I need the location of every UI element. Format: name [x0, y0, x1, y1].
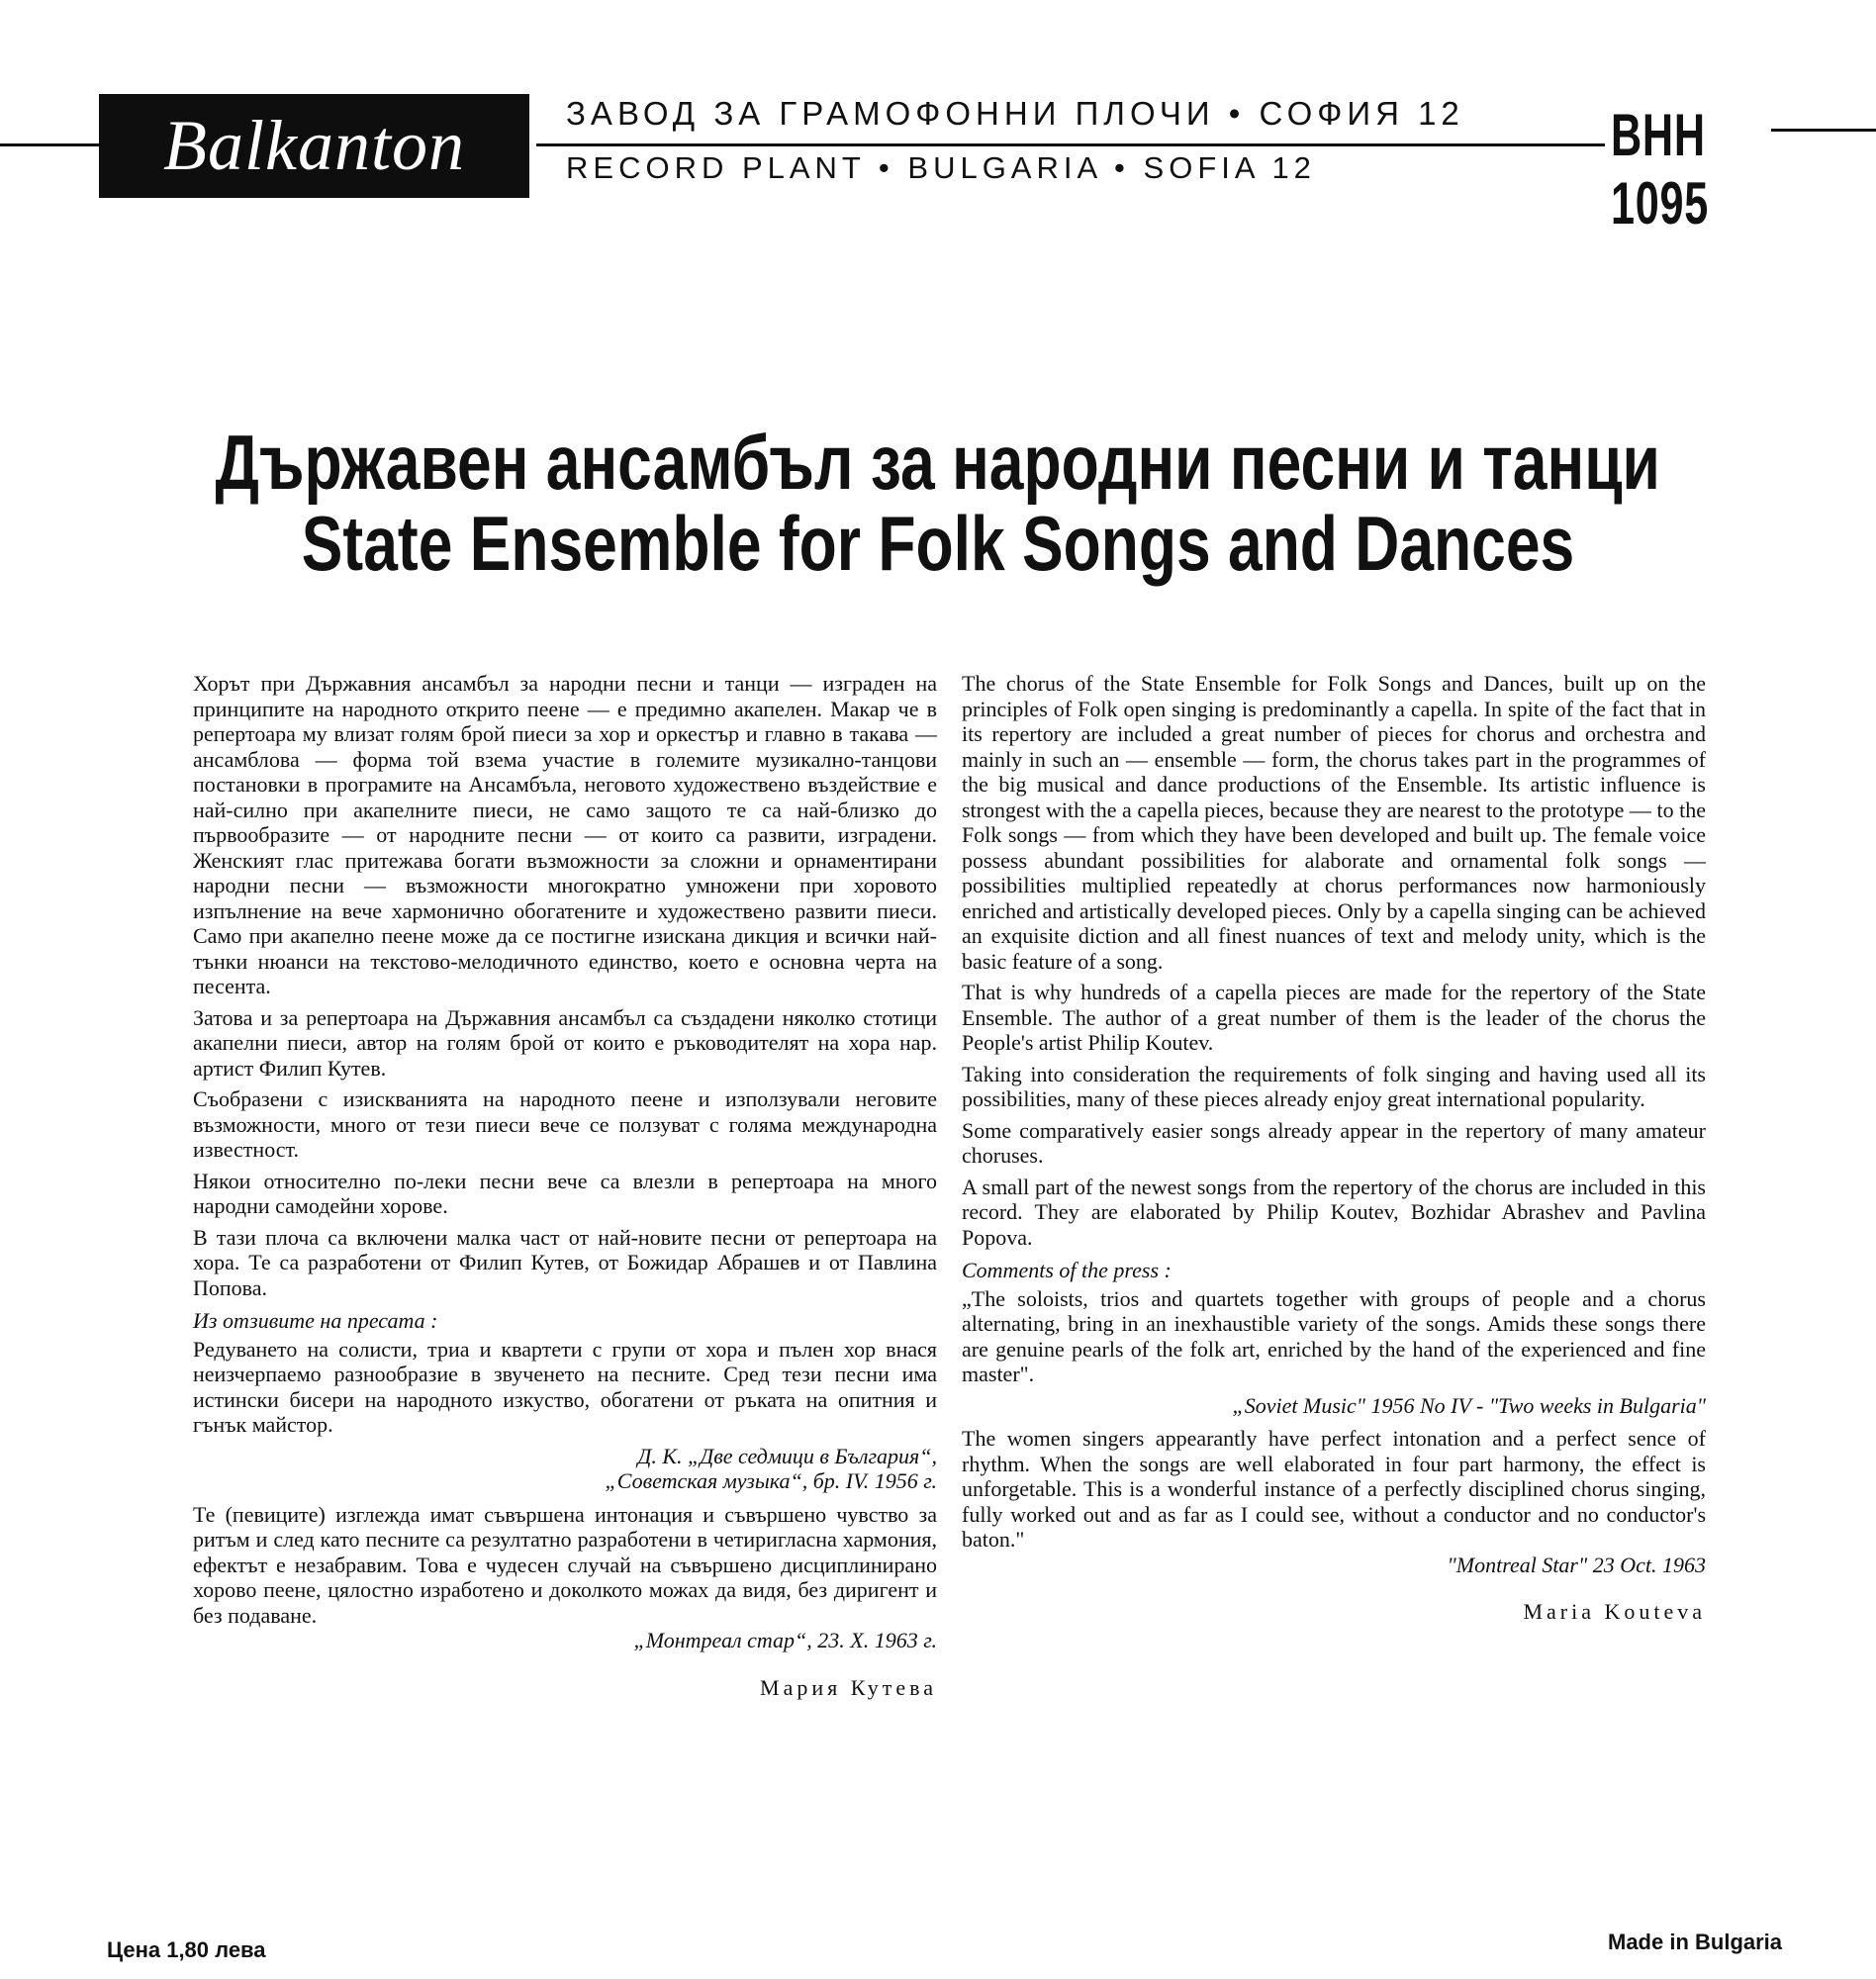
press-citation: "Montreal Star" 23 Oct. 1963	[1447, 1552, 1706, 1577]
plant-name-english: RECORD PLANT • BULGARIA • SOFIA 12	[566, 150, 1316, 185]
paragraph: В тази плоча са включени малка част от най-новите песни от репертоара на хора. Те са разработени от Филип Кутев, от Божидар Абрашев и от Павлина Попова.	[193, 1224, 937, 1300]
signature: Мария Кутева	[760, 1674, 937, 1700]
signature: Maria Kouteva	[1523, 1599, 1706, 1624]
paragraph: The chorus of the State Ensemble for Folk Songs and Dances, built up on the principles of Folk open singing is predominantly a capella. In spite of the fact that in its repertory are included a great number of pieces for chorus and orchestra and mainly in such an — ensemble — form, the chorus takes part in the programmes of the big musical and dance productions of the Ensemble. Its artistic influence is strongest with the a capella pieces, because they are nearest to the prototype — to the Folk songs — from which they have been developed and built up. The female voice possess abundant possibilities for alaborate and ornamental folk songs — possibilities multiplied repeatedly at chorus performances now harmoniously enriched and artistically developed pieces. Only by a capella singing can be achieved an exquisite diction and all finest nuances of text and melody unity, which is the basic feature of a song.	[962, 671, 1706, 974]
press-citation: „Soviet Music" 1956 No IV - "Two weeks in Bulgaria"	[1232, 1392, 1706, 1418]
press-citation: „Монтреал стар“, 23. X. 1963 г.	[633, 1628, 937, 1652]
title-bulgarian: Държавен ансамбъл за народни песни и танци	[215, 419, 1661, 506]
press-quote: Редуването на солисти, триа и квартети с групи от хора и пълен хор внася неизчерпаемо разнообразие в звученето на песните. Сред тези песни има истински бисери на народното изкуство, обогатени от ръката на опитния и гънък майстор.	[193, 1336, 937, 1437]
header-rule-left	[0, 143, 99, 146]
title-english: State Ensemble for Folk Songs and Dances	[301, 500, 1575, 587]
plant-name-bulgarian: ЗАВОД ЗА ГРАМОФОННИ ПЛОЧИ • СОФИЯ 12	[566, 95, 1464, 132]
paragraph: A small part of the newest songs from the repertory of the chorus are included in this record. They are elaborated by Philip Koutev, Bozhidar Abrashev and Pavlina Popova.	[962, 1174, 1706, 1250]
paragraph: Хорът при Държавния ансамбъл за народни песни и танци — изграден на принципите на народното открито пеене — е предимно акапелен. Макар че в репертоара му влизат голям брой пиеси за хор и оркестър и главно в такава — ансамблова — форма той взема участие в големите музикално-танцови постановки в програмите на Ансамбъла, неговото художествено въздействие е най-силно при акапелните пиеси, не само защото те са най-близко до първообразите — от народните песни — от които са развити, изградени. Женският глас притежава богати възможности за сложни и орнаментирани народни песни — възможности многократно умножени при хоровото изпълнение на вече хармонично обогатените и художествено развити пиеси. Само при акапелно пеене може да се постигне изискана дикция и всички най-тънки нюанси на текстово-мелодичното единство, което е основна черта на песента.	[193, 671, 937, 998]
paragraph: Taking into consideration the requirements of folk singing and having used all its possibilities, many of these pieces already enjoy great international popularity.	[962, 1061, 1706, 1111]
press-citation: Д. К. „Две седмици в България“,	[637, 1443, 937, 1468]
logo-text: Balkanton	[163, 106, 465, 185]
press-quote: „The soloists, trios and quartets together with groups of people and a chorus alternating, bring in an inexhaustible variety of the songs. Amids these songs there are genuine pearls of the folk art, enriched by the hand of the experienced and fine master".	[962, 1285, 1706, 1386]
header-rule-middle	[536, 143, 1605, 146]
paragraph: That is why hundreds of a capella pieces are made for the repertory of the State Ensemble. The author of a great number of them is the leader of the chorus the People's artist Philip Koutev.	[962, 980, 1706, 1055]
press-quote: Те (певиците) изглежда имат съвършена интонация и съвършено чувство за ритъм и след като песните са резултатно разработени в четиригласна хармония, ефектът е незабравим. Това е чудесен случай на съвършено дисциплинирано хорово пеене, цялостно изработено и доколкото можах да видя, без диригент и без подаване.	[193, 1501, 937, 1628]
paragraph: Някои относително по-леки песни вече са влезли в репертоара на много народни самодейни хорове.	[193, 1168, 937, 1218]
press-heading: Comments of the press :	[962, 1258, 1172, 1282]
catalog-number: ВНН 1095	[1611, 102, 1709, 236]
column-bulgarian	[193, 671, 937, 1706]
paragraph: Съобразени с изискванията на народното пеене и използували неговите възможности, много от тези пиеси вече се ползуват с голяма международна известност.	[193, 1086, 937, 1162]
column-english	[962, 671, 1706, 1631]
press-citation: „Советская музыка“, бр. IV. 1956 г.	[605, 1468, 937, 1493]
price-label: Цена 1,80 лева	[107, 1937, 266, 1962]
press-heading: Из отзивите на пресата :	[193, 1308, 438, 1333]
balkanton-logo	[99, 94, 529, 198]
made-in-label: Made in Bulgaria	[1608, 1930, 1783, 1954]
paragraph: Some comparatively easier songs already appear in the repertory of many amateur choruses.	[962, 1117, 1706, 1168]
paragraph: Затова и за репертоара на Държавния ансамбъл са създадени няколко стотици акапелни пиеси, автор на голям брой от които е ръководителят на хора нар. артист Филип Кутев.	[193, 1004, 937, 1081]
press-quote: The women singers appearantly have perfect intonation and a perfect sence of rhythm. When the songs are well elaborated in four part harmony, the effect is unforgetable. This is a wonderful instance of a perfectly disciplined chorus singing, fully worked out and as far as I could see, without a conductor and no conductor's baton."	[962, 1426, 1706, 1552]
